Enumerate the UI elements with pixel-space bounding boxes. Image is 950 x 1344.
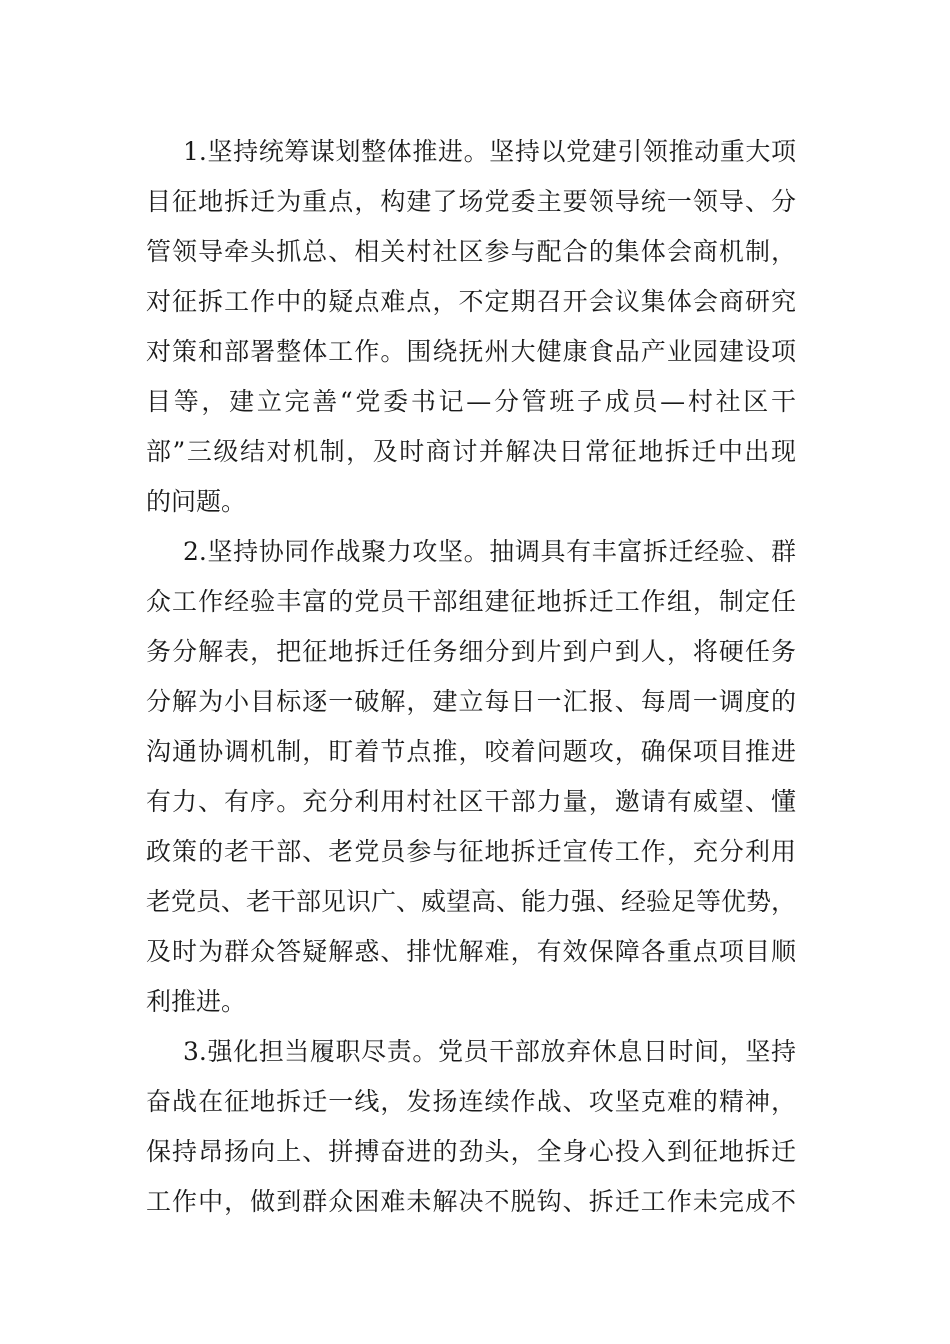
paragraph-line: 工作中，做到群众困难未解决不脱钩、拆迁工作未完成不	[146, 1187, 796, 1216]
paragraph-line: 对征拆工作中的疑点难点，不定期召开会议集体会商研究	[146, 287, 796, 316]
paragraph-line: 保持昂扬向上、拼搏奋进的劲头，全身心投入到征地拆迁	[146, 1137, 796, 1166]
paragraph-line: 老党员、老干部见识广、威望高、能力强、经验足等优势，	[146, 887, 797, 916]
paragraph-line: 务分解表，把征地拆迁任务细分到片到户到人，将硬任务	[146, 637, 796, 666]
paragraph-line: 对策和部署整体工作。围绕抚州大健康食品产业园建设项	[146, 337, 796, 366]
paragraph-line: 有力、有序。充分利用村社区干部力量，邀请有威望、懂	[146, 787, 796, 816]
paragraph-line: 分解为小目标逐一破解，建立每日一汇报、每周一调度的	[146, 687, 796, 716]
paragraph-line: 及时为群众答疑解惑、排忧解难，有效保障各重点项目顺	[146, 937, 796, 966]
paragraph-line: 众工作经验丰富的党员干部组建征地拆迁工作组，制定任	[146, 587, 796, 616]
paragraph-line: 部”三级结对机制，及时商讨并解决日常征地拆迁中出现	[146, 437, 796, 466]
paragraph-line: 1.坚持统筹谋划整体推进。坚持以党建引领推动重大项	[183, 137, 796, 166]
paragraph-line: 2.坚持协同作战聚力攻坚。抽调具有丰富拆迁经验、群	[183, 537, 796, 566]
paragraph-line: 3.强化担当履职尽责。党员干部放弃休息日时间，坚持	[183, 1037, 796, 1066]
paragraph-1	[146, 127, 796, 527]
paragraph-line: 政策的老干部、老党员参与征地拆迁宣传工作，充分利用	[146, 837, 796, 866]
paragraph-2	[146, 527, 796, 1027]
paragraph-3	[146, 1027, 796, 1227]
document-body	[146, 127, 796, 1227]
paragraph-line: 沟通协调机制，盯着节点推，咬着问题攻，确保项目推进	[146, 737, 796, 766]
paragraph-line: 利推进。	[146, 987, 247, 1016]
paragraph-line: 奋战在征地拆迁一线，发扬连续作战、攻坚克难的精神，	[146, 1087, 796, 1116]
paragraph-line: 管领导牵头抓总、相关村社区参与配合的集体会商机制，	[146, 237, 796, 266]
paragraph-line: 的问题。	[146, 487, 247, 516]
paragraph-line: 目征地拆迁为重点，构建了场党委主要领导统一领导、分	[146, 187, 796, 216]
paragraph-line: 目等，建立完善“党委书记—分管班子成员—村社区干	[146, 387, 796, 416]
